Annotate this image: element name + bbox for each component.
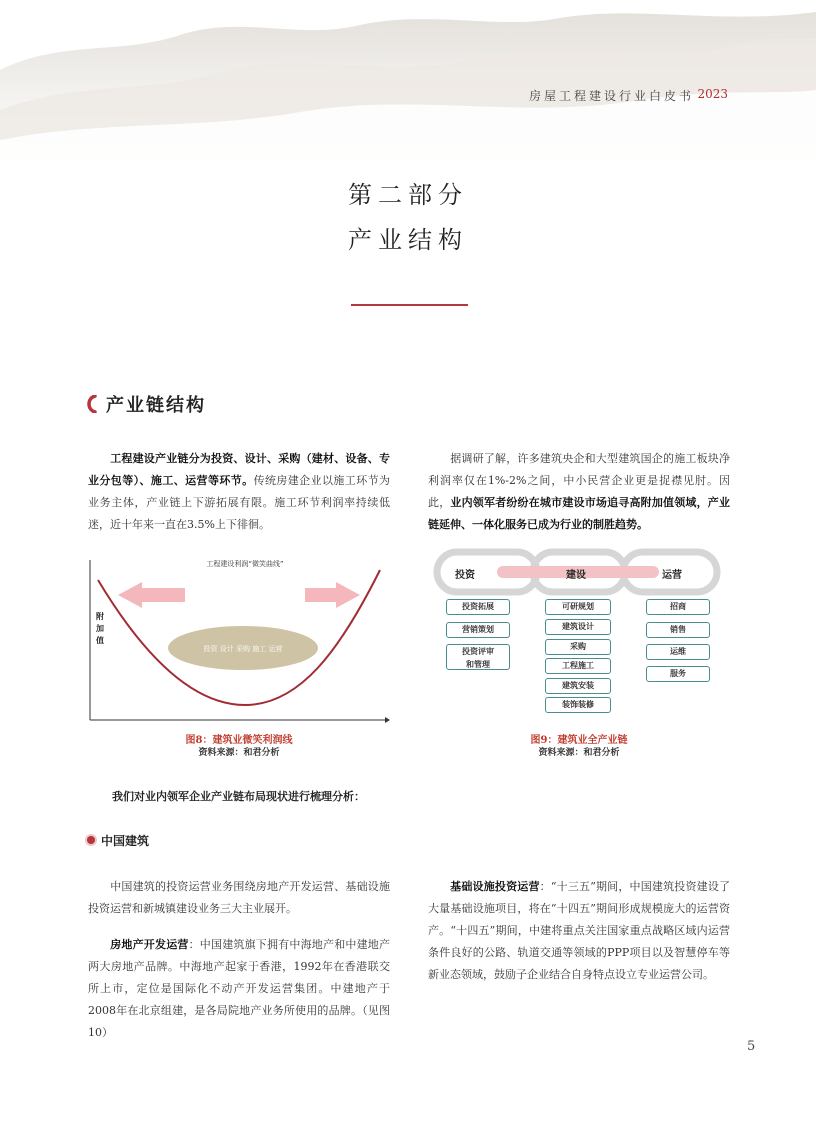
chain-label-invest: 投资 <box>455 570 475 581</box>
intro-right-paragraph <box>428 448 730 536</box>
right-p1-bold: 基础设施投资运营 <box>450 880 540 893</box>
figure9-caption: 图9：建筑业全产业链 <box>530 735 628 746</box>
intro-left-bold: 工程建设产业链分为投资、设计、采购（建材、设备、专业分包等）、施工、运营等环节。 <box>88 452 390 487</box>
left-p2-bold: 房地产开发运营 <box>110 938 189 951</box>
header-title: 房屋工程建设行业白皮书 <box>528 89 694 103</box>
chain-box: 运维 <box>646 644 710 660</box>
ink-mountain-banner <box>0 0 816 160</box>
bullet-dot-icon <box>87 836 95 844</box>
chain-box: 建筑安装 <box>545 678 611 694</box>
company-heading: 中国建筑 <box>101 834 150 848</box>
smile-ylabel: 附加值 <box>96 611 104 645</box>
header-year: 2023 <box>697 87 728 101</box>
chain-box: 服务 <box>646 666 710 682</box>
chain-box: 招商 <box>646 599 710 615</box>
left-p1-text: 中国建筑的投资运营业务围绕房地产开发运营、基础设施投资运营和新城镇建设业务三大主业展开。 <box>88 880 390 915</box>
intro-left-paragraph <box>88 448 390 536</box>
chain-box: 投资拓展 <box>446 599 510 615</box>
figure9-source: 资料来源：和君分析 <box>538 748 620 758</box>
intro-right-bold: 业内领军者纷纷在城市建设市场追寻高附加值领域，产业链延伸、一体化服务已成为行业的制胜趋势。 <box>428 496 731 531</box>
chain-box: 采购 <box>545 639 611 655</box>
chain-box: 投资评审和管理 <box>446 644 510 670</box>
chain-box: 销售 <box>646 622 710 638</box>
smile-chart-title: 工程建设利润“微笑曲线” <box>206 560 284 568</box>
left-p2-text: ：中国建筑旗下拥有中海地产和中建地产两大房地产品牌。中海地产起家于香港，1992年在香港联交所上市，定位是国际化不动产开发运营集团。中建地产于2008年在北京组建，是各局院地产业务所使用的品牌。（见图10） <box>88 938 391 1039</box>
left-paragraph-2 <box>88 934 390 1044</box>
part-subtitle: 产业结构 <box>348 226 468 254</box>
chain-box: 装饰装修 <box>545 697 611 713</box>
chain-label-build: 建设 <box>566 570 586 581</box>
chain-box: 工程施工 <box>545 658 611 674</box>
chain-box: 建筑设计 <box>545 619 611 635</box>
left-paragraph-1 <box>88 876 390 920</box>
section-title: 产业链结构 <box>106 395 206 416</box>
page-number: 5 <box>747 1039 756 1054</box>
right-p1-text: ：“十三五”期间，中国建筑投资建设了大量基础设施项目，将在“十四五”期间形成规模庞大的运营资产。“十四五”期间，中建将重点关注国家重点战略区域内运营条件良好的公路、轨道交通等领域的PPP项目以及智慧停车等新业态领域，鼓励子企业结合自身特点设立专业运营公司。 <box>428 880 731 981</box>
right-paragraph-1 <box>428 876 730 986</box>
title-divider <box>351 304 468 306</box>
figure8-source: 资料来源：和君分析 <box>198 748 280 758</box>
part-heading: 第二部分 <box>348 181 468 209</box>
analysis-intro: 我们对业内领军企业产业链布局现状进行梳理分析： <box>112 790 365 803</box>
chain-box: 营销策划 <box>446 622 510 638</box>
smile-ellipse-text: 投资 设计 采购 施工 运营 <box>203 645 283 653</box>
chain-label-operate: 运营 <box>662 570 682 581</box>
chain-box: 可研规划 <box>545 599 611 615</box>
section-bracket-icon <box>84 395 98 413</box>
figure8-caption: 图8：建筑业微笑利润线 <box>185 735 293 746</box>
intro-right-text: 据调研了解，许多建筑央企和大型建筑国企的施工板块净利润率仅在1%-2%之间，中小民营企业更是捉襟见肘。因此， <box>428 452 730 509</box>
smile-curve-chart <box>80 550 390 730</box>
intro-left-text: 传统房建企业以施工环节为业务主体，产业链上下游拓展有限。施工环节利润率持续低迷，近十年来一直在3.5%上下徘徊。 <box>88 474 391 531</box>
